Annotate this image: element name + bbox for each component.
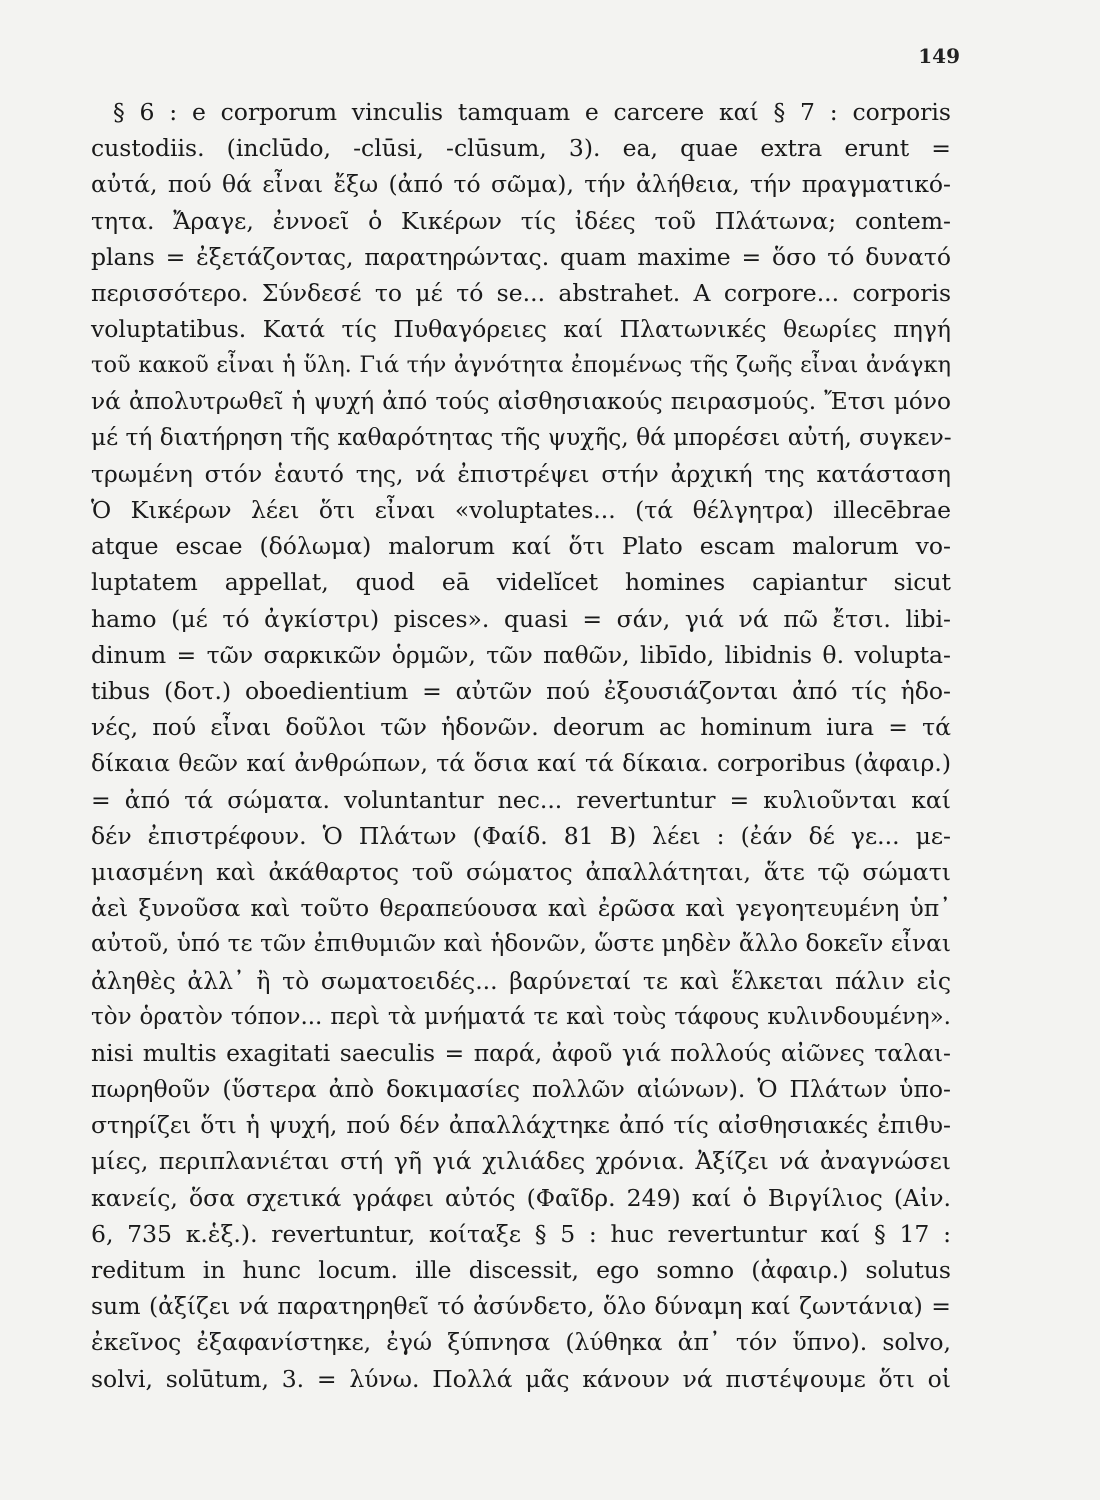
text-line: μίες, περιπλανιέται στή γῆ γιά χιλιάδες χρόνια. Ἀξίζει νά ἀναγνώσει: [91, 1147, 951, 1176]
text-line: sum (ἀξίζει νά παρατηρηθεῖ τό ἀσύνδετο, ὅλο δύναμη καί ζωντάνια) =: [91, 1292, 951, 1321]
text-line: τὸν ὁρατὸν τόπον... περὶ τὰ μνήματά τε καὶ τοὺς τάφους κυλινδουμένη».: [91, 1003, 951, 1030]
text-line: ἀληθὲς ἀλλ᾽ ἢ τὸ σωματοειδές... βαρύνεταί τε καὶ ἕλκεται πάλιν εἰς: [91, 966, 951, 995]
text-line: τοῦ κακοῦ εἶναι ἡ ὕλη. Γιά τήν ἀγνότητα ἐπομένως τῆς ζωῆς εἶναι ἀνάγκη: [91, 352, 951, 379]
text-line: μέ τή διατήρηση τῆς καθαρότητας τῆς ψυχῆς, θά μπορέσει αὐτή, συγκεν-: [91, 423, 952, 451]
text-line: αὐτοῦ, ὑπό τε τῶν ἐπιθυμιῶν καὶ ἡδονῶν, ὥστε μηδὲν ἄλλο δοκεῖν εἶναι: [91, 930, 951, 958]
text-line: § 6 : e corporum vinculis tamquam e carcere καί § 7 : corporis: [113, 98, 951, 126]
text-line: tibus (δοτ.) oboedientium = αὐτῶν πού ἐξουσιάζονται ἀπό τίς ἡδο-: [91, 677, 951, 705]
text-line: reditum in hunc locum. ille discessit, ego somno (ἀφαιρ.) solutus: [91, 1256, 951, 1284]
text-line: ἀεὶ ξυνοῦσα καὶ τοῦτο θεραπεύουσα καὶ ἐρῶσα καὶ γεγοητευμένη ὑπ᾽: [91, 894, 951, 923]
text-line: atque escae (δόλωμα) malorum καί ὅτι Plato escam malorum vo-: [91, 532, 951, 561]
page-number: 149: [918, 44, 960, 68]
text-line: plans = ἐξετάζοντας, παρατηρώντας. quam maxime = ὅσο τό δυνατό: [91, 242, 951, 271]
text-line: nisi multis exagitati saeculis = παρά, ἀφοῦ γιά πολλούς αἰῶνες ταλαι-: [91, 1038, 951, 1067]
text-line: 6, 735 κ.ἑξ.). revertuntur, κοίταξε § 5 : huc revertuntur καί § 17 :: [91, 1219, 951, 1248]
text-line: δέν ἐπιστρέφουν. Ὁ Πλάτων (Φαίδ. 81 B) λέει : (ἐάν δέ γε... με-: [91, 821, 951, 850]
text-line: custodiis. (inclūdo, -clūsi, -clūsum, 3). ea, quae extra erunt =: [91, 134, 951, 163]
text-line: κανείς, ὅσα σχετικά γράφει αὐτός (Φαῖδρ. 249) καί ὁ Βιργίλιος (Αἰν.: [91, 1183, 951, 1212]
text-line: = ἀπό τά σώματα. voluntantur nec... revertuntur = κυλιοῦνται καί: [91, 785, 951, 814]
text-line: hamo (μέ τό ἀγκίστρι) pisces». quasi = σάν, γιά νά πῶ ἔτσι. libi-: [91, 604, 951, 633]
text-line: luptatem appellat, quod eā videlĭcet homines capiantur sicut: [91, 568, 951, 597]
text-line: δίκαια θεῶν καί ἀνθρώπων, τά ὅσια καί τά δίκαια. corporibus (ἀφαιρ.): [91, 749, 951, 778]
text-line: μιασμένη καὶ ἀκάθαρτος τοῦ σώματος ἀπαλλάτηται, ἅτε τῷ σώματι: [91, 857, 951, 886]
text-line: τρωμένη στόν ἑαυτό της, νά ἐπιστρέψει στήν ἀρχική της κατάσταση: [91, 459, 951, 488]
text-line: τητα. Ἄραγε, ἐννοεῖ ὁ Κικέρων τίς ἰδέες τοῦ Πλάτωνα; contem-: [91, 206, 951, 235]
text-line: νές, πού εἶναι δοῦλοι τῶν ἡδονῶν. deorum ac hominum iura = τά: [91, 713, 951, 742]
text-line: περισσότερο. Σύνδεσέ το μέ τό se... abstrahet. A corpore... corporis: [91, 278, 951, 307]
text-line: ἐκεῖνος ἐξαφανίστηκε, ἐγώ ξύπνησα (λύθηκα ἀπ᾽ τόν ὕπνο). solvo,: [91, 1328, 951, 1357]
text-line: solvi, solūtum, 3. = λύνω. Πολλά μᾶς κάνουν νά πιστέψουμε ὅτι οἱ: [91, 1364, 951, 1393]
text-line: dinum = τῶν σαρκικῶν ὁρμῶν, τῶν παθῶν, libīdo, libidnis θ. volupta-: [91, 640, 951, 669]
text-line: Ὁ Κικέρων λέει ὅτι εἶναι «voluptates... (τά θέλγητρα) illecēbrae: [91, 496, 951, 525]
text-line: αὐτά, πού θά εἶναι ἔξω (ἀπό τό σῶμα), τήν ἀλήθεια, τήν πραγματικό-: [91, 170, 951, 199]
body-text: [91, 94, 951, 1397]
text-line: νά ἀπολυτρωθεῖ ἡ ψυχή ἀπό τούς αἰσθησιακούς πειρασμούς. Ἔτσι μόνο: [91, 387, 951, 415]
text-line: voluptatibus. Κατά τίς Πυθαγόρειες καί Πλατωνικές θεωρίες πηγή: [91, 315, 951, 344]
text-line: στηρίζει ὅτι ἡ ψυχή, πού δέν ἀπαλλάχτηκε ἀπό τίς αἰσθησιακές ἐπιθυ-: [91, 1111, 951, 1140]
text-line: πωρηθοῦν (ὕστερα ἀπὸ δοκιμασίες πολλῶν αἰώνων). Ὁ Πλάτων ὑπο-: [91, 1075, 951, 1104]
